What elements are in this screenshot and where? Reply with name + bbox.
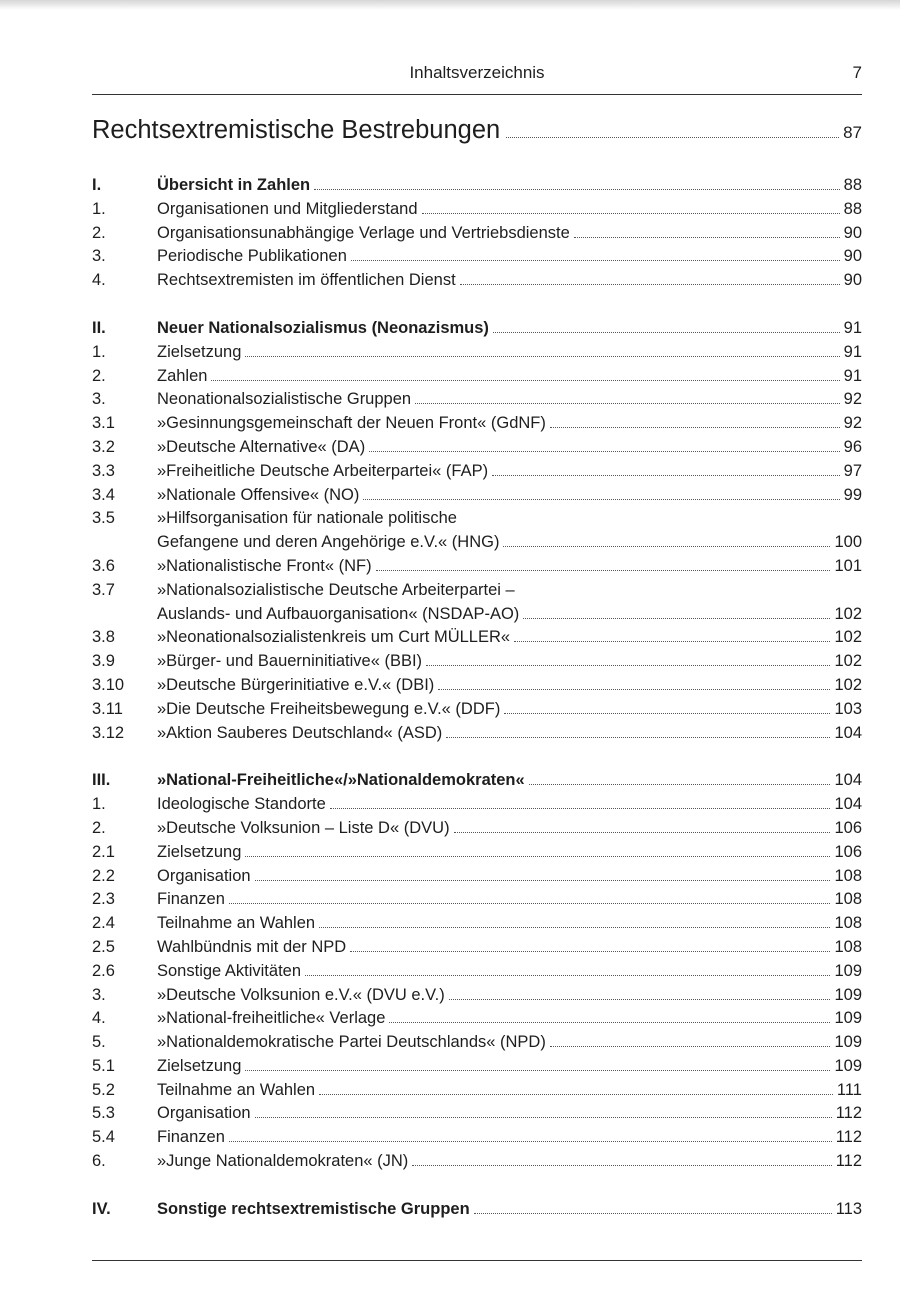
toc-entry[interactable]: [92, 436, 862, 460]
dot-leader: [245, 856, 830, 857]
entry-title: »Freiheitliche Deutsche Arbeiterpartei« (FAP): [157, 461, 489, 480]
entry-title: »Die Deutsche Freiheitsbewegung e.V.« (DDF): [157, 699, 501, 718]
entry-page: 90: [843, 271, 862, 290]
entry-page: 99: [843, 485, 862, 504]
entry-page: 91: [843, 342, 862, 361]
page-number: 7: [852, 63, 862, 82]
dot-leader: [350, 951, 830, 952]
entry-page: 108: [834, 914, 862, 933]
table-of-contents: [92, 108, 862, 1246]
dot-leader: [426, 665, 830, 666]
entry-page: 111: [836, 1080, 862, 1099]
dot-leader: [255, 1117, 832, 1118]
entry-title: »Nationaldemokratische Partei Deutschlands« (NPD): [157, 1033, 546, 1052]
toc-entry[interactable]: [92, 650, 862, 674]
toc-entry[interactable]: [92, 460, 862, 484]
toc-entry[interactable]: [92, 793, 862, 817]
toc-section: [92, 317, 862, 745]
entry-title: Sonstige Aktivitäten: [157, 961, 302, 980]
entry-page: 112: [835, 1104, 862, 1123]
dot-leader: [319, 1094, 833, 1095]
entry-number: 2.: [92, 366, 106, 385]
entry-page: 109: [834, 985, 862, 1004]
entry-title: Neuer Nationalsozialismus (Neonazismus): [157, 318, 489, 337]
toc-entry[interactable]: [92, 222, 862, 246]
entry-page: 109: [834, 1056, 862, 1075]
entry-title: »Aktion Sauberes Deutschland« (ASD): [157, 723, 443, 742]
toc-entry[interactable]: [92, 484, 862, 508]
entry-page: 108: [834, 890, 862, 909]
toc-entry[interactable]: [92, 388, 862, 412]
entry-title: Organisationen und Mitgliederstand: [157, 199, 418, 218]
entry-title: »Neonationalsozialistenkreis um Curt MÜLLER«: [157, 628, 511, 647]
scan-edge: [0, 0, 900, 10]
entry-title: »Nationalsozialistische Deutsche Arbeiterpartei –: [157, 580, 515, 599]
entry-title: »Deutsche Alternative« (DA): [157, 437, 366, 456]
entry-page: 88: [843, 199, 862, 218]
dot-leader: [422, 213, 840, 214]
toc-entry[interactable]: [92, 936, 862, 960]
entry-number: 3.: [92, 247, 106, 266]
toc-section: [92, 769, 862, 1174]
entry-number: 3.7: [92, 580, 115, 599]
dot-leader: [550, 1046, 831, 1047]
entry-page: 102: [834, 675, 862, 694]
entry-page: 91: [843, 318, 862, 337]
entry-number: 3.3: [92, 461, 115, 480]
entry-number: I.: [92, 176, 102, 194]
entry-title: Teilnahme an Wahlen: [157, 1080, 316, 1099]
dot-leader: [319, 927, 830, 928]
dot-leader: [245, 356, 839, 357]
page-header: [92, 63, 862, 87]
entry-title: Sonstige rechtsextremistische Gruppen: [157, 1199, 470, 1218]
toc-entry[interactable]: [92, 841, 862, 865]
entry-number: 2.3: [92, 890, 115, 909]
toc-section: [92, 174, 862, 293]
entry-number: 1.: [92, 199, 106, 218]
entry-page: 104: [834, 795, 862, 814]
dot-leader: [474, 1213, 832, 1214]
entry-number: 3.: [92, 985, 106, 1004]
entry-number: 3.1: [92, 414, 115, 433]
dot-leader: [389, 1022, 830, 1023]
part-title[interactable]: [92, 108, 862, 152]
entry-number: 2.6: [92, 961, 115, 980]
dot-leader: [493, 332, 840, 333]
entry-title: Wahlbündnis mit der NPD: [157, 937, 347, 956]
section-heading[interactable]: [92, 174, 862, 198]
entry-number: 4.: [92, 271, 106, 290]
dot-leader: [245, 1070, 830, 1071]
dot-leader: [503, 546, 830, 547]
entry-number: 3.12: [92, 723, 125, 742]
footer-rule: [92, 1260, 862, 1261]
entry-title: Organisation: [157, 866, 251, 885]
entry-page: 112: [835, 1128, 862, 1147]
entry-page: 109: [834, 1033, 862, 1052]
entry-number: 4.: [92, 1009, 106, 1028]
entry-page: 96: [843, 437, 862, 456]
entry-page: 90: [843, 223, 862, 242]
entry-page: 109: [834, 1009, 862, 1028]
entry-title: Finanzen: [157, 1128, 225, 1147]
dot-leader: [211, 380, 839, 381]
entry-number: III.: [92, 771, 111, 790]
toc-entry[interactable]: [92, 1007, 862, 1031]
entry-number: 3.10: [92, 675, 125, 694]
dot-leader: [449, 999, 831, 1000]
entry-page: 106: [834, 818, 862, 837]
toc-entry[interactable]: [92, 245, 862, 269]
dot-leader: [514, 641, 830, 642]
entry-number: 1.: [92, 795, 106, 814]
toc-entry[interactable]: [92, 365, 862, 389]
dot-leader: [460, 284, 840, 285]
dot-leader: [351, 260, 840, 261]
entry-page: 113: [835, 1199, 862, 1218]
entry-number: 2.2: [92, 866, 115, 885]
entry-page: 92: [843, 414, 862, 433]
entry-title: Ideologische Standorte: [157, 795, 326, 814]
entry-title: »Deutsche Volksunion e.V.« (DVU e.V.): [157, 985, 445, 1004]
toc-entry[interactable]: [92, 912, 862, 936]
entry-number: 6.: [92, 1152, 106, 1171]
entry-page: 104: [834, 723, 862, 742]
entry-title: Zielsetzung: [157, 342, 242, 361]
toc-entry[interactable]: [92, 1102, 862, 1126]
toc-entry[interactable]: [92, 1031, 862, 1055]
dot-leader: [363, 499, 839, 500]
entry-number: 3.9: [92, 652, 115, 671]
entry-number: 3.4: [92, 485, 115, 504]
toc-entry[interactable]: [92, 626, 862, 650]
toc-entry[interactable]: [92, 1150, 862, 1174]
toc-entry[interactable]: [92, 412, 862, 436]
entry-title-continued: Auslands- und Aufbauorganisation« (NSDAP-AO): [157, 604, 520, 623]
entry-title: »Nationale Offensive« (NO): [157, 485, 360, 504]
entry-number: 2.: [92, 818, 106, 837]
part-page: 87: [843, 123, 862, 142]
entry-number: 3.5: [92, 509, 115, 528]
toc-sections: [92, 174, 862, 1222]
toc-section: [92, 1198, 862, 1222]
toc-entry[interactable]: [92, 1055, 862, 1079]
entry-page: 104: [834, 771, 862, 790]
entry-title: »Hilfsorganisation für nationale politische: [157, 509, 457, 528]
toc-entry[interactable]: [92, 507, 862, 531]
dot-leader: [504, 713, 830, 714]
entry-page: 92: [843, 390, 862, 409]
part-title-text: Rechtsextremistische Bestrebungen: [92, 116, 501, 144]
entry-title: »National-Freiheitliche«/»Nationaldemokraten«: [157, 771, 525, 790]
toc-entry[interactable]: [92, 198, 862, 222]
entry-number: 5.1: [92, 1056, 115, 1075]
entry-number: 3.2: [92, 437, 115, 456]
entry-number: II.: [92, 318, 106, 337]
header-rule: [92, 94, 862, 95]
entry-number: 3.: [92, 390, 106, 409]
entry-number: 1.: [92, 342, 106, 361]
section-heading[interactable]: [92, 317, 862, 341]
entry-title: Neonationalsozialistische Gruppen: [157, 390, 412, 409]
entry-title: »Deutsche Bürgerinitiative e.V.« (DBI): [157, 675, 435, 694]
entry-title: »Bürger- und Bauerninitiative« (BBI): [157, 652, 423, 671]
toc-entry[interactable]: [92, 984, 862, 1008]
entry-title-continued: Gefangene und deren Angehörige e.V.« (HNG): [157, 533, 500, 552]
toc-entry[interactable]: [92, 817, 862, 841]
entry-title: Periodische Publikationen: [157, 247, 347, 266]
entry-number: 2.5: [92, 937, 115, 956]
toc-entry[interactable]: [92, 341, 862, 365]
entry-number: 5.4: [92, 1128, 115, 1147]
toc-entry-continuation[interactable]: [92, 531, 862, 555]
entry-page: 108: [834, 866, 862, 885]
entry-number: 3.6: [92, 556, 115, 575]
toc-entry[interactable]: [92, 1079, 862, 1103]
entry-title: »National-freiheitliche« Verlage: [157, 1009, 386, 1028]
entry-title: Rechtsextremisten im öffentlichen Dienst: [157, 271, 456, 290]
dot-leader: [574, 237, 840, 238]
entry-page: 90: [843, 247, 862, 266]
entry-number: 2.: [92, 223, 106, 242]
entry-title: Organisationsunabhängige Verlage und Vertriebsdienste: [157, 223, 570, 242]
running-title: Inhaltsverzeichnis: [409, 63, 545, 82]
toc-entry[interactable]: [92, 579, 862, 603]
entry-page: 106: [834, 842, 862, 861]
entry-title: »Deutsche Volksunion – Liste D« (DVU): [157, 818, 450, 837]
toc-entry[interactable]: [92, 698, 862, 722]
entry-page: 101: [834, 556, 862, 575]
toc-entry-continuation[interactable]: [92, 603, 862, 627]
toc-entry[interactable]: [92, 722, 862, 746]
dot-leader: [438, 689, 830, 690]
entry-number: 3.8: [92, 628, 115, 647]
entry-page: 100: [834, 533, 862, 552]
entry-title: »Nationalistische Front« (NF): [157, 556, 372, 575]
entry-page: 103: [834, 699, 862, 718]
toc-entry[interactable]: [92, 555, 862, 579]
dot-leader: [415, 403, 840, 404]
dot-leader: [492, 475, 840, 476]
entry-title: Finanzen: [157, 890, 225, 909]
dot-leader: [446, 737, 830, 738]
dot-leader: [229, 1141, 832, 1142]
dot-leader: [305, 975, 830, 976]
dot-leader: [454, 832, 831, 833]
dot-leader: [523, 618, 830, 619]
entry-title: Teilnahme an Wahlen: [157, 914, 316, 933]
entry-page: 102: [834, 652, 862, 671]
entry-page: 88: [843, 176, 862, 194]
dot-leader: [550, 427, 840, 428]
entry-number: 2.1: [92, 842, 115, 861]
entry-title: Übersicht in Zahlen: [157, 176, 311, 194]
dot-leader: [506, 137, 839, 138]
entry-page: 112: [835, 1152, 862, 1171]
section-heading[interactable]: [92, 1198, 862, 1222]
dot-leader: [330, 808, 831, 809]
entry-page: 102: [834, 628, 862, 647]
entry-page: 91: [843, 366, 862, 385]
entry-title: Organisation: [157, 1104, 251, 1123]
entry-title: Zielsetzung: [157, 1056, 242, 1075]
entry-page: 108: [834, 937, 862, 956]
entry-page: 109: [834, 961, 862, 980]
entry-title: »Junge Nationaldemokraten« (JN): [157, 1152, 409, 1171]
toc-entry[interactable]: [92, 960, 862, 984]
dot-leader: [255, 880, 831, 881]
dot-leader: [412, 1165, 831, 1166]
dot-leader: [376, 570, 831, 571]
toc-entry[interactable]: [92, 269, 862, 293]
toc-entry[interactable]: [92, 674, 862, 698]
entry-number: 3.11: [92, 699, 123, 718]
toc-entry[interactable]: [92, 865, 862, 889]
entry-title: Zahlen: [157, 366, 208, 385]
entry-page: 102: [834, 604, 862, 623]
dot-leader: [314, 189, 840, 190]
entry-number: 5.2: [92, 1080, 115, 1099]
entry-title: »Gesinnungsgemeinschaft der Neuen Front« (GdNF): [157, 414, 546, 433]
dot-leader: [369, 451, 839, 452]
entry-number: IV.: [92, 1199, 111, 1218]
entry-page: 97: [843, 461, 862, 480]
dot-leader: [229, 903, 831, 904]
entry-number: 5.: [92, 1033, 106, 1052]
toc-entry[interactable]: [92, 1126, 862, 1150]
dot-leader: [529, 784, 831, 785]
entry-title: Zielsetzung: [157, 842, 242, 861]
entry-number: 5.3: [92, 1104, 115, 1123]
toc-entry[interactable]: [92, 888, 862, 912]
entry-number: 2.4: [92, 914, 115, 933]
section-heading[interactable]: [92, 769, 862, 793]
